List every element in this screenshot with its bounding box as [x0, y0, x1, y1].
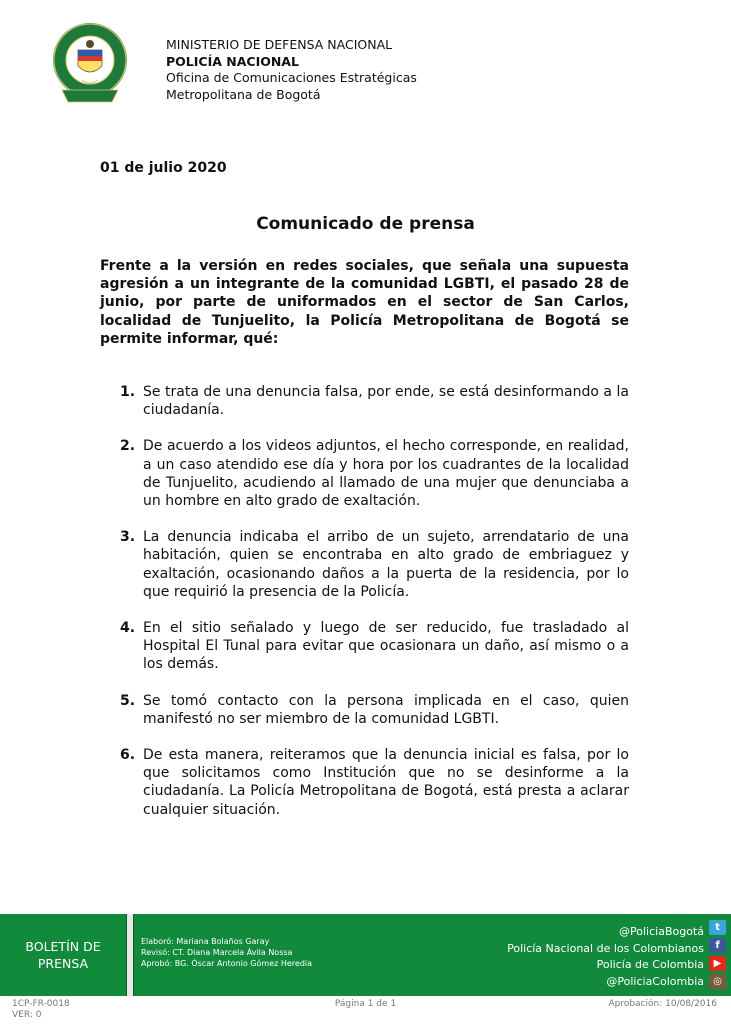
item-text: Se tomó contacto con la persona implicada en el caso, quien manifestó no ser miembro de la comunidad LGBTI.	[143, 692, 629, 727]
instagram-icon[interactable]: ◎	[709, 974, 726, 989]
facebook-icon[interactable]: f	[709, 938, 726, 953]
credit-elaboro: Elaboró: Mariana Bolaños Garay	[141, 937, 270, 946]
ministry-line: MINISTERIO DE DEFENSA NACIONAL	[166, 37, 393, 52]
list-item	[120, 383, 629, 419]
bulletin-label	[0, 914, 126, 996]
metro-line: Metropolitana de Bogotá	[166, 86, 321, 102]
list-item	[120, 746, 629, 819]
item-text: De esta manera, reiteramos que la denuncia inicial es falsa, por lo que solicitamos como Institución que no se desinforme a la ciudadanía. La Policía Metropolitana de Bogotá, está presta a aclarar cualquier situación.	[143, 747, 629, 818]
facebook-handle[interactable]: Policía Nacional de los Colombianos	[507, 941, 704, 955]
item-text: En el sitio señalado y luego de ser reducido, fue trasladado al Hospital El Tunal para evitar que ocasionara un daño, así mismo o a los demás.	[143, 620, 629, 673]
list-item	[120, 437, 629, 510]
form-code-value: 1CP-FR-0018	[12, 999, 70, 1009]
letterhead	[166, 37, 417, 103]
credit-reviso: Revisó: CT. Diana Marcela Ávila Nossa	[141, 948, 293, 957]
item-number: 6.	[120, 747, 136, 764]
item-text: Se trata de una denuncia falsa, por ende, se está desinformando a la ciudadanía.	[143, 384, 629, 419]
item-number: 1.	[120, 384, 136, 400]
statement-list	[120, 383, 629, 837]
page-number: Página 1 de 1	[334, 999, 397, 1009]
item-number: 4.	[120, 620, 136, 637]
bulletin-label-line2: PRENSA	[37, 956, 89, 971]
approval-date: Aprobación: 10/08/2016	[608, 999, 717, 1009]
document-title: Comunicado de prensa	[256, 214, 475, 234]
youtube-handle[interactable]: Policía de Colombia	[596, 958, 704, 971]
bulletin-label-line1: BOLETÍN DE	[25, 939, 101, 954]
social-icons	[709, 920, 727, 992]
footer-banner	[0, 914, 731, 996]
item-number: 2.	[120, 438, 136, 455]
list-item	[120, 692, 629, 728]
credit-aprobo: Aprobó: BG. Óscar Antonio Gómez Heredia	[141, 959, 313, 968]
police-shield-logo	[52, 20, 128, 110]
instagram-handle[interactable]: @PoliciaColombia	[606, 974, 704, 988]
document-date: 01 de julio 2020	[100, 160, 227, 176]
item-number: 3.	[120, 529, 136, 546]
list-item	[120, 528, 629, 601]
item-text: La denuncia indicaba el arribo de un sujeto, arrendatario de una habitación, quien se encontraba en alto grado de embriaguez y exaltación, ocasionando daños a la puerta de la residencia, por lo que requirió la presencia de la Policía.	[143, 529, 629, 600]
item-text: De acuerdo a los videos adjuntos, el hecho corresponde, en realidad, a un caso atendido ese día y hora por los cuadrantes de la localidad de Tunjuelito, acudiendo al llamado de una mujer que denunciaba a un hombre en alto grado de exaltación.	[143, 438, 629, 510]
item-number: 5.	[120, 692, 136, 709]
list-item	[120, 619, 629, 674]
credits	[141, 936, 312, 969]
footer-divider	[126, 914, 134, 996]
youtube-icon[interactable]: ▶	[709, 956, 726, 971]
twitter-handle[interactable]: @PoliciaBogotá	[619, 925, 704, 938]
form-version: VER: 0	[12, 1010, 42, 1020]
intro-paragraph: Frente a la versión en redes sociales, que señala una supuesta agresión a un integrante de la comunidad LGBTI, el pasado 28 de junio, por parte de uniformados en el sector de San Carlos, localidad de Tunjuelito, la Policía Metropolitana de Bogotá se permite informar, qué:	[100, 258, 629, 347]
police-line: POLICÍA NACIONAL	[166, 53, 299, 69]
twitter-icon[interactable]: t	[709, 920, 726, 935]
office-line: Oficina de Comunicaciones Estratégicas	[166, 70, 417, 85]
social-handles	[507, 924, 704, 990]
